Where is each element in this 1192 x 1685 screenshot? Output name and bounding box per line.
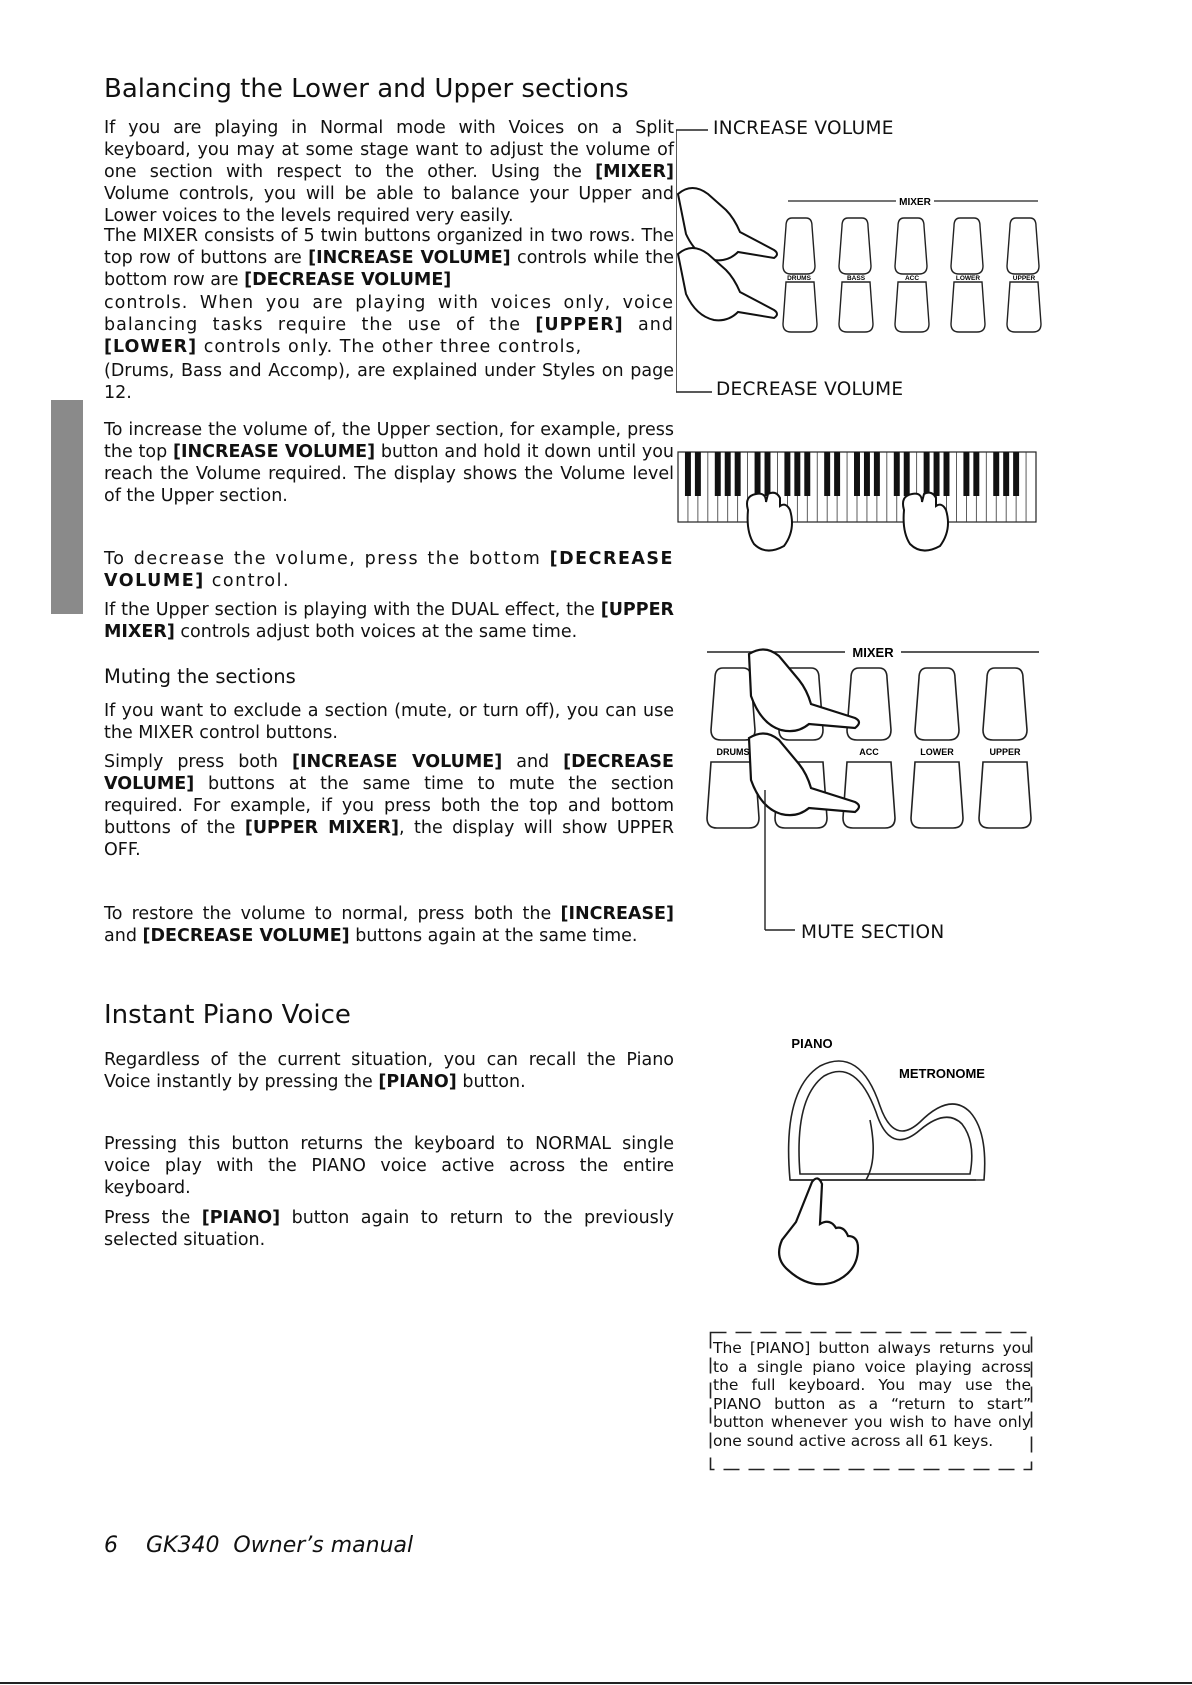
section-heading-piano: Instant Piano Voice [104,1000,351,1030]
black-key [725,452,731,496]
paragraph-increase-volume: To increase the volume of, the Upper section, for example, press the top [INCREASE VOLUME] button and hold it down until you reach the Volume required. The display shows the Volume level of the Upper section. [104,420,675,506]
manual-title: GK340 Owner’s manual [145,1533,414,1558]
mixer2-label-lower: LOWER [920,747,954,757]
mixer2-label-upper: UPPER [989,747,1021,757]
paragraph-upper-lower-controls: controls. When you are playing with voices only, voice balancing tasks require the use of the [UPPER] and [LOWER] controls only. The other three controls, [104,293,674,357]
section-heading-balancing: Balancing the Lower and Upper sections [104,74,629,104]
paragraph-restore-volume: To restore the volume to normal, press both the [INCREASE] and [DECREASE VOLUME] buttons again at the same time. [104,904,674,946]
black-key [834,452,840,496]
black-key [765,452,771,496]
black-key [894,452,900,496]
paragraph-decrease-volume: To decrease the volume, press the bottom [DECREASE VOLUME] control. [104,549,674,591]
mixer-mute-figure [705,640,1041,940]
paragraph-piano-normal: Pressing this button returns the keyboard to NORMAL single voice play with the PIANO voice active across the entire keyboard. [104,1134,674,1198]
mixer2-label-drums: DRUMS [716,747,750,757]
black-key [874,452,880,496]
black-key [1003,452,1009,496]
black-key [973,452,979,496]
label-mute-section: MUTE SECTION [801,922,945,943]
black-key [804,452,810,496]
paragraph-muting-howto: Simply press both [INCREASE VOLUME] and [DECREASE VOLUME] buttons at the same time to mute the section required. For example, if you press both the top and bottom buttons of the [UPPER MIXER], the display will show UPPER OFF. [104,752,674,860]
label-decrease-volume: DECREASE VOLUME [716,379,904,400]
bottom-rule [0,1682,1192,1684]
mixer1-label-lower: LOWER [955,275,981,282]
mixer-title-1: MIXER [899,197,931,208]
black-key [924,452,930,496]
keyboard-figure [676,450,1040,570]
chapter-tab [51,400,83,614]
note-text: The [PIANO] button always returns you to a single piano voice playing across the full keyboard. You may use the PIANO button as a “return to start” button whenever you wish to have only one sound active across all 61 keys. [713,1339,1031,1450]
paragraph-mixer-description: The MIXER consists of 5 twin buttons organized in two rows. The top row of buttons are [INCREASE VOLUME] controls while the bottom row are [DECREASE VOLUME] [104,226,674,290]
black-key [784,452,790,496]
black-key [824,452,830,496]
piano-button-figure [760,1030,1000,1300]
black-key [715,452,721,496]
black-key [864,452,870,496]
pointing-hand-icon [678,188,777,320]
black-key [963,452,969,496]
paragraph-muting-intro: If you want to exclude a section (mute, or turn off), you can use the MIXER control buttons. [104,701,674,743]
metronome-button-label: METRONOME [899,1066,985,1081]
paragraph-dual-effect: If the Upper section is playing with the DUAL effect, the [UPPER MIXER] controls adjust both voices at the same time. [104,600,674,642]
mixer-volume-figure [676,120,1046,400]
black-key [993,452,999,496]
mixer1-label-drums: DRUMS [787,275,811,282]
pointing-finger-icon [779,1178,858,1284]
black-key [794,452,800,496]
paragraph-piano-return: Press the [PIANO] button again to return to the previously selected situation. [104,1208,675,1250]
black-key [934,452,940,496]
subheading-muting: Muting the sections [104,665,296,688]
mixer1-label-bass: BASS [846,275,866,282]
page-footer [104,1533,413,1558]
piano-button-label: PIANO [791,1036,833,1051]
black-key [735,452,741,496]
label-increase-volume: INCREASE VOLUME [713,118,894,139]
black-key [854,452,860,496]
black-key [1013,452,1019,496]
black-key [755,452,761,496]
black-key [685,452,691,496]
paragraph-piano-recall: Regardless of the current situation, you can recall the Piano Voice instantly by pressing the [PIANO] button. [104,1050,674,1092]
note-box [709,1331,1033,1471]
mixer1-label-acc: ACC [904,275,920,282]
mixer1-label-upper: UPPER [1012,275,1036,282]
black-key [944,452,950,496]
paragraph-other-controls: (Drums, Bass and Accomp), are explained under Styles on page 12. [104,361,674,403]
black-key [904,452,910,496]
paragraph-balancing-intro: If you are playing in Normal mode with Voices on a Split keyboard, you may at some stage want to adjust the volume of one section with respect to the other. Using the [MIXER] Volume controls, you will be able to balance your Upper and Lower voices to the levels required very easily. [104,118,674,226]
mixer-title-2: MIXER [852,645,894,660]
mixer2-label-acc: ACC [859,747,879,757]
page-number: 6 [104,1533,118,1558]
black-key [695,452,701,496]
